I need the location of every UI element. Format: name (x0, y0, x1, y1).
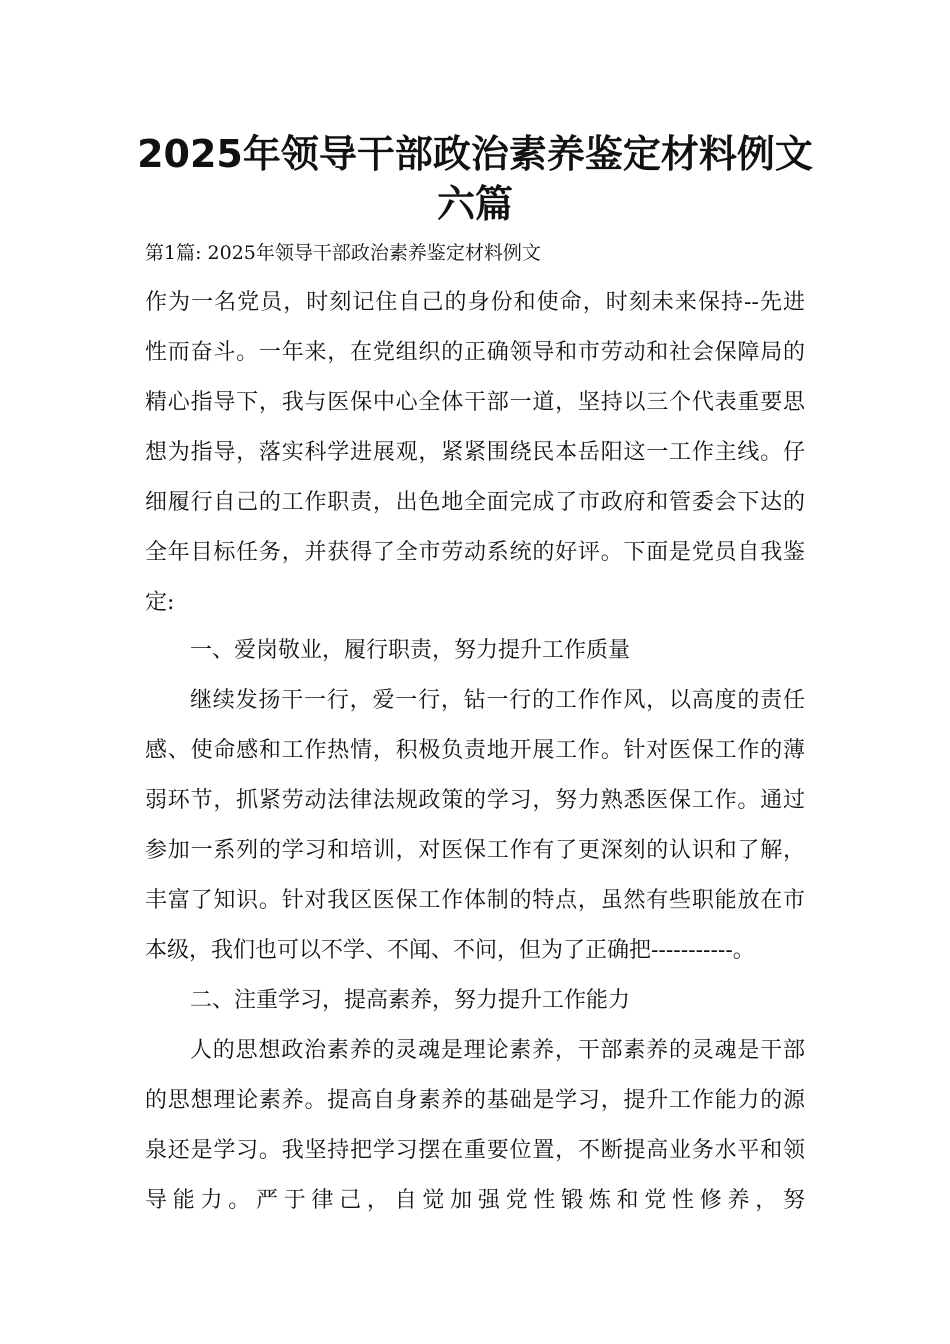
paragraph-line: 参加一系列的学习和培训，对医保工作有了更深刻的认识和了解， (145, 838, 805, 863)
paragraph-line: 人的思想政治素养的灵魂是理论素养，干部素养的灵魂是干部 (190, 1038, 805, 1063)
article-subheading: 第1篇: 2025年领导干部政治素养鉴定材料例文 (145, 242, 541, 264)
paragraph-line: 弱环节，抓紧劳动法律法规政策的学习，努力熟悉医保工作。通过 (145, 788, 805, 813)
paragraph-line: 想为指导，落实科学进展观，紧紧围绕民本岳阳这一工作主线。仔 (145, 440, 805, 465)
paragraph-line: 本级，我们也可以不学、不闻、不问，但为了正确把-----------。 (145, 938, 755, 963)
paragraph-line: 定: (145, 590, 175, 615)
paragraph-line: 性而奋斗。一年来，在党组织的正确领导和市劳动和社会保障局的 (145, 340, 805, 365)
paragraph-line: 继续发扬干一行，爱一行，钻一行的工作作风，以高度的责任 (190, 688, 805, 713)
paragraph-line: 感、使命感和工作热情，积极负责地开展工作。针对医保工作的薄 (145, 738, 805, 763)
paragraph-line: 精心指导下，我与医保中心全体干部一道，坚持以三个代表重要思 (145, 390, 805, 415)
paragraph-line: 丰富了知识。针对我区医保工作体制的特点，虽然有些职能放在市 (145, 888, 805, 913)
document-title-line-1: 2025年领导干部政治素养鉴定材料例文 (137, 132, 813, 176)
section-heading-1: 一、爱岗敬业，履行职责，努力提升工作质量 (190, 638, 631, 663)
paragraph-line: 细履行自己的工作职责，出色地全面完成了市政府和管委会下达的 (145, 490, 805, 515)
paragraph-line: 作为一名党员，时刻记住自己的身份和使命，时刻未来保持--先进 (145, 290, 805, 315)
paragraph-line: 导能力。严于律己，自觉加强党性锻炼和党性修养，努 (145, 1188, 805, 1213)
section-heading-2: 二、注重学习，提高素养，努力提升工作能力 (190, 988, 631, 1013)
document-title-line-2: 六篇 (436, 182, 513, 226)
paragraph-line: 泉还是学习。我坚持把学习摆在重要位置，不断提高业务水平和领 (145, 1138, 805, 1163)
paragraph-line: 的思想理论素养。提高自身素养的基础是学习，提升工作能力的源 (145, 1088, 805, 1113)
paragraph-line: 全年目标任务，并获得了全市劳动系统的好评。下面是党员自我鉴 (145, 540, 805, 565)
